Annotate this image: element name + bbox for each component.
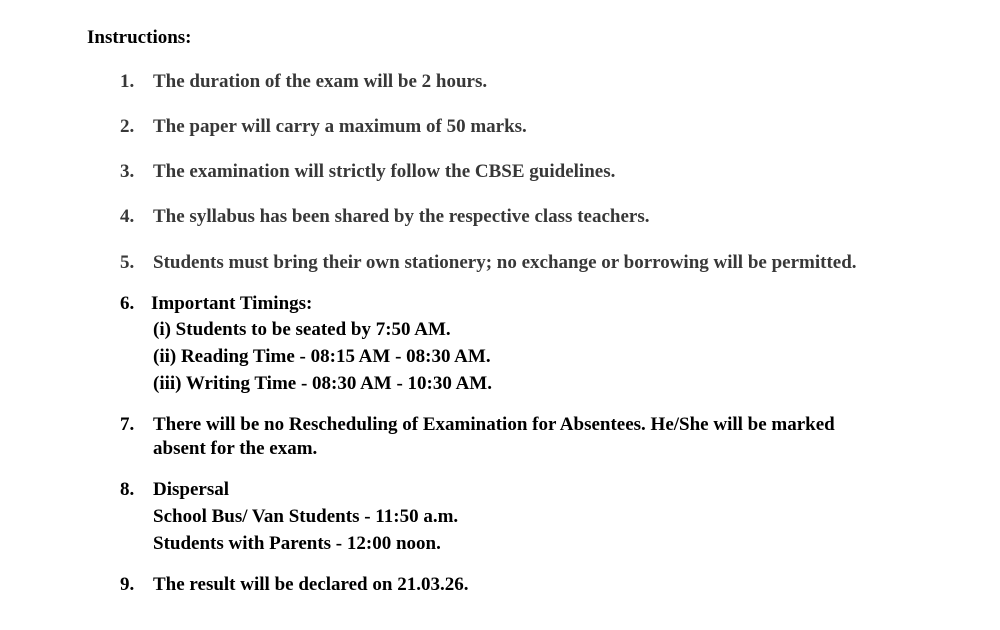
timing-line-3: (iii) Writing Time - 08:30 AM - 10:30 AM. — [153, 373, 492, 394]
item-number: 6. — [120, 293, 135, 314]
item-text: Dispersal — [153, 479, 229, 500]
item-number: 7. — [120, 414, 135, 435]
item-number: 3. — [120, 161, 135, 182]
item-text: The syllabus has been shared by the respective class teachers. — [153, 206, 650, 227]
item-number: 5. — [120, 252, 135, 273]
item-text: Important Timings: — [151, 293, 313, 314]
dispersal-line-2: Students with Parents - 12:00 noon. — [153, 533, 441, 554]
item-text: The result will be declared on 21.03.26. — [153, 574, 469, 595]
item-text: The duration of the exam will be 2 hours. — [153, 71, 488, 92]
instructions-heading: Instructions: — [87, 27, 192, 48]
item-text-continuation: absent for the exam. — [153, 438, 318, 459]
item-text: Students must bring their own stationery; no exchange or borrowing will be permitted. — [153, 252, 857, 273]
item-text: The examination will strictly follow the CBSE guidelines. — [153, 161, 616, 182]
dispersal-line-1: School Bus/ Van Students - 11:50 a.m. — [153, 506, 459, 527]
item-text: The paper will carry a maximum of 50 marks. — [153, 116, 527, 137]
item-number: 1. — [120, 71, 135, 92]
item-number: 2. — [120, 116, 135, 137]
item-text: There will be no Rescheduling of Examination for Absentees. He/She will be marked — [153, 414, 835, 435]
item-number: 8. — [120, 479, 135, 500]
timing-line-1: (i) Students to be seated by 7:50 AM. — [153, 319, 451, 340]
timing-line-2: (ii) Reading Time - 08:15 AM - 08:30 AM. — [153, 346, 491, 367]
item-number: 9. — [120, 574, 135, 595]
item-number: 4. — [120, 206, 135, 227]
